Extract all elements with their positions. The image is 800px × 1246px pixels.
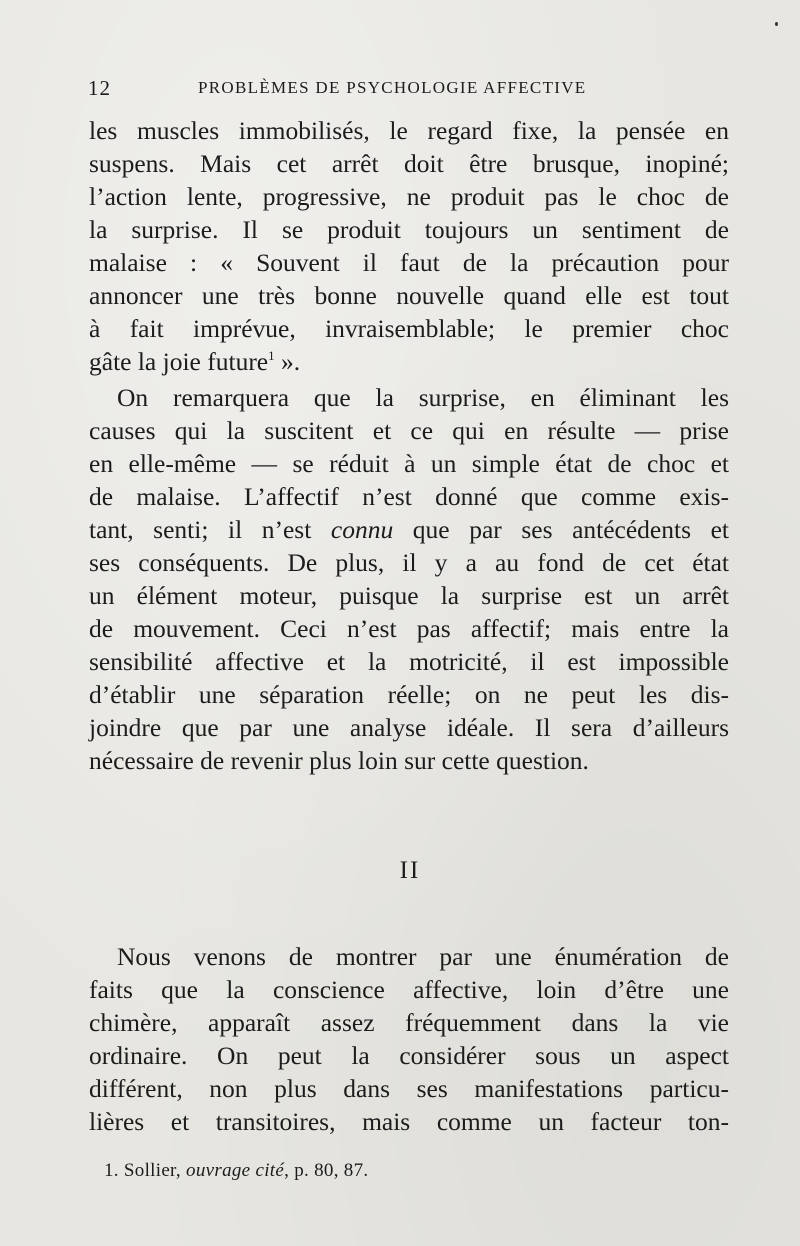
text-line: en elle-même — se réduit à un simple état de choc et: [89, 449, 729, 478]
page-number: 12: [88, 76, 111, 100]
text-fragment: ».: [274, 347, 301, 376]
text-line: annoncer une très bonne nouvelle quand elle est tout: [89, 281, 729, 310]
text-line: les muscles immobilisés, le regard fixe, la pensée en: [89, 116, 729, 145]
text-line: malaise : « Souvent il faut de la précaution pour: [89, 248, 729, 277]
text-line: Nous venons de montrer par une énumération de: [117, 942, 729, 971]
text-line: d’établir une séparation réelle; on ne peut les dis-: [89, 680, 729, 709]
running-title: PROBLÈMES DE PSYCHOLOGIE AFFECTIVE: [198, 78, 587, 97]
text-line: de mouvement. Ceci n’est pas affectif; mais entre la: [89, 614, 729, 643]
text-line: chimère, apparaît assez fréquemment dans la vie: [89, 1008, 729, 1037]
text-line: la surprise. Il se produit toujours un sentiment de: [89, 215, 729, 244]
text-line: de malaise. L’affectif n’est donné que comme exis-: [89, 482, 729, 511]
footnote-reference: 1: [268, 348, 275, 363]
text-line: lières et transitoires, mais comme un facteur ton-: [89, 1107, 729, 1136]
scan-speck: [775, 22, 778, 26]
section-heading: II: [399, 857, 421, 884]
text-line: un élément moteur, puisque la surprise est un arrêt: [89, 581, 729, 610]
text-line: différent, non plus dans ses manifestations particu-: [89, 1074, 729, 1103]
text-line-with-italic: [89, 513, 729, 546]
italic-word: connu: [330, 515, 394, 544]
text-line: suspens. Mais cet arrêt doit être brusque, inopiné;: [89, 149, 729, 178]
footnote: [104, 1160, 368, 1182]
footnote-work: ouvrage cité: [186, 1160, 285, 1181]
text-line: à fait imprévue, invraisemblable; le premier choc: [89, 314, 729, 343]
text-line-last: [89, 345, 729, 378]
text-line-last: nécessaire de revenir plus loin sur cette question.: [89, 746, 589, 775]
text-line: joindre que par une analyse idéale. Il sera d’ailleurs: [89, 713, 729, 742]
text-line: ses conséquents. De plus, il y a au fond de cet état: [89, 548, 729, 577]
text-line: ordinaire. On peut la considérer sous un aspect: [89, 1041, 729, 1070]
text-fragment: que par ses antécédents et: [393, 515, 729, 544]
page-header: [88, 76, 728, 104]
text-line: faits que la conscience affective, loin d’être une: [89, 975, 729, 1004]
text-line: causes qui la suscitent et ce qui en résulte — prise: [89, 416, 729, 445]
text-fragment: gâte la joie future: [89, 347, 269, 376]
text-fragment: tant, senti; il n’est: [89, 515, 331, 544]
footnote-number: 1.: [104, 1160, 119, 1181]
text-line: On remarquera que la surprise, en éliminant les: [117, 383, 729, 412]
text-line: sensibilité affective et la motricité, il est impossible: [89, 647, 729, 676]
footnote-author: Sollier,: [123, 1160, 181, 1181]
text-line: l’action lente, progressive, ne produit pas le choc de: [89, 182, 729, 211]
footnote-pages: , p. 80, 87.: [284, 1160, 369, 1181]
